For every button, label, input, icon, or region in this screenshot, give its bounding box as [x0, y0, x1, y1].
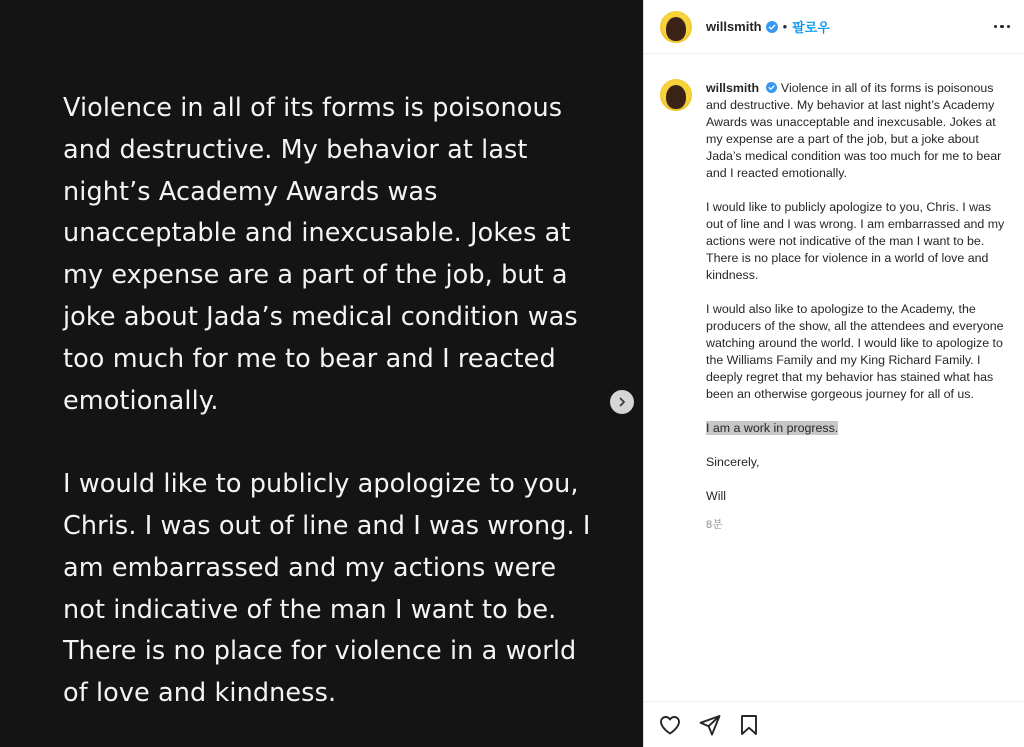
post-header [644, 0, 1024, 54]
action-bar [644, 701, 1024, 747]
caption-signoff: Sincerely, [706, 455, 760, 469]
more-options-icon[interactable] [994, 25, 1011, 29]
follow-button[interactable]: 팔로우 [792, 20, 830, 35]
caption-paragraph-4 [706, 420, 1010, 437]
caption-avatar[interactable] [660, 79, 692, 111]
chevron-right-icon [617, 397, 627, 407]
image-paragraph-1: Violence in all of its forms is poisonous and destructive. My behavior at last night’s Academy Awards was unacceptable and inexcusable. Jokes at my expense are a part of the job, but a joke about Jada’s medical condition was too much for me to bear and I reacted emotionally. [63, 93, 578, 416]
caption-text-1: Violence in all of its forms is poisonous and destructive. My behavior at last night’s Academy Awards was unacceptable and inexcusable. Jokes at my expense are a part of the job, but a joke about Jada’s medical condition was too much for me to bear and I reacted emotionally. [706, 81, 1002, 180]
image-text [63, 88, 603, 715]
avatar[interactable] [660, 11, 692, 43]
caption-paragraph-3: I would also like to apologize to the Academy, the producers of the show, all the attendees and everyone watching around the world. I would like to apologize to the Williams Family and my King Richard Family. I deeply regret that my behavior has stained what has been an otherwise gorgeous journey for all of us. [706, 302, 1004, 401]
post-timestamp[interactable]: 8분 [706, 519, 723, 531]
post-sidebar [643, 0, 1024, 747]
next-image-button[interactable] [610, 390, 634, 414]
share-icon[interactable] [698, 713, 722, 737]
caption-signature: Will [706, 489, 726, 503]
caption-paragraph-1 [706, 80, 1010, 182]
caption-username[interactable]: willsmith [706, 81, 760, 95]
bookmark-icon[interactable] [738, 713, 760, 737]
caption-body [706, 80, 1010, 534]
highlighted-text: I am a work in progress. [706, 421, 839, 435]
verified-badge-icon [766, 82, 777, 93]
header-username[interactable]: willsmith [706, 19, 762, 34]
separator-dot: • [782, 19, 788, 34]
caption-section [644, 54, 1024, 534]
image-paragraph-2: I would like to publicly apologize to you, Chris. I was out of line and I was wrong. I am embarrassed and my actions were not indicative of the man I want to be. There is no place for violence in a world of love and kindness. [63, 469, 591, 709]
verified-badge-icon [766, 21, 778, 33]
caption-paragraph-2: I would like to publicly apologize to you, Chris. I was out of line and I was wrong. I am embarrassed and my actions were not indicative of the man I want to be. There is no place for violence in a world of love and kindness. [706, 200, 1005, 282]
heart-icon[interactable] [658, 713, 682, 737]
